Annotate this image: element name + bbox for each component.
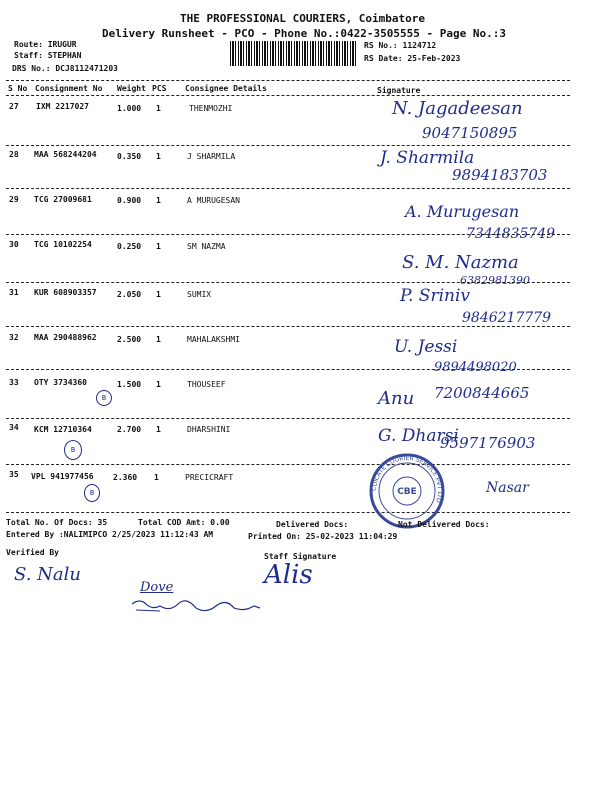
divider [6, 95, 570, 96]
signature-phone: 6382981390 [460, 274, 530, 287]
staff-signature-label: Staff Signature [264, 552, 337, 561]
stamp-icon [368, 452, 446, 530]
row-sno: 33 [9, 378, 19, 387]
printed-on: Printed On: 25-02-2023 11:04:29 [248, 532, 398, 541]
row-consignee: A MURUGESAN [187, 196, 240, 205]
staff-label: Staff: STEPHAN [14, 51, 82, 60]
drs-label: DRS No.: DCJ8112471203 [12, 64, 118, 73]
row-consignment: VPL 941977456 [31, 472, 94, 481]
entered-by: Entered By :NALIMIPCO 2/25/2023 11:12:43 AM [6, 530, 214, 539]
col-consignee: Consignee Details [185, 84, 267, 93]
row-consignment: MAA 568244204 [34, 150, 97, 159]
col-pcs: PCS [152, 84, 167, 93]
row-sno: 28 [9, 150, 19, 159]
row-weight: 0.250 [117, 242, 142, 251]
barcode [230, 41, 358, 66]
row-divider [6, 326, 570, 327]
row-divider [6, 188, 570, 189]
row-weight: 0.900 [117, 196, 142, 205]
rs-no: RS No.: 1124712 [364, 41, 437, 50]
row-pcs: 1 [156, 242, 161, 251]
row-consignee: J SHARMILA [187, 152, 236, 161]
row-mark: B [64, 440, 82, 460]
row-consignee: MAHALAKSHMI [187, 335, 240, 344]
signature-name: U. Jessi [394, 337, 458, 357]
row-weight: 2.050 [117, 290, 142, 299]
col-weight: Weight [117, 84, 146, 93]
row-pcs: 1 [156, 290, 161, 299]
row-consignment: TCG 27009681 [34, 195, 92, 204]
col-consignment: Consignment No [35, 84, 103, 93]
row-divider [6, 512, 570, 513]
signature-name: Nasar [486, 480, 529, 496]
col-sno: S No [8, 84, 28, 93]
row-consignee: THENMOZHI [189, 104, 233, 113]
handwritten-scribble [130, 596, 262, 618]
row-weight: 0.350 [117, 152, 142, 161]
signature-phone: 7200844665 [434, 384, 530, 402]
stamp-center: CBE [397, 487, 417, 497]
row-sno: 35 [9, 470, 19, 479]
staff-signature: Alis [264, 560, 313, 590]
signature-phone: 9894183703 [452, 166, 548, 184]
row-pcs: 1 [154, 473, 159, 482]
row-pcs: 1 [156, 104, 161, 113]
row-weight: 1.000 [117, 104, 142, 113]
row-sno: 31 [9, 288, 19, 297]
handwritten-note: Dove [140, 580, 174, 595]
row-consignment: KCM 12710364 [34, 425, 92, 434]
signature-name: G. Dharsi [378, 426, 459, 446]
row-pcs: 1 [156, 196, 161, 205]
row-divider [6, 418, 570, 419]
row-sno: 29 [9, 195, 19, 204]
signature-phone: 7344835749 [466, 226, 556, 242]
signature-name: J. Sharmila [380, 148, 475, 168]
divider [6, 80, 570, 81]
row-pcs: 1 [156, 152, 161, 161]
runsheet-subtitle: Delivery Runsheet - PCO - Phone No.:0422-3505555 - Page No.:3 [102, 27, 506, 40]
col-signature: Signature [377, 86, 421, 95]
row-weight: 2.700 [117, 425, 142, 434]
company-stamp [368, 452, 446, 530]
row-consignee: SM NAZMA [187, 242, 226, 251]
row-divider [6, 234, 570, 235]
signature-phone: 9846217779 [462, 310, 552, 326]
row-consignee: DHARSHINI [187, 425, 231, 434]
row-consignment: IXM 2217027 [36, 102, 89, 111]
row-weight: 1.500 [117, 380, 142, 389]
row-consignee: THOUSEEF [187, 380, 226, 389]
route-label: Route: IRUGUR [14, 40, 77, 49]
row-mark: B [84, 484, 100, 502]
row-divider [6, 369, 570, 370]
row-pcs: 1 [156, 380, 161, 389]
row-sno: 32 [9, 333, 19, 342]
not-delivered-docs: Not Delivered Docs: [398, 520, 490, 529]
row-consignment: KUR 608903357 [34, 288, 97, 297]
signature-name: N. Jagadeesan [392, 98, 523, 119]
stamp-ring-text: CDICATE COURIER SERVICE PVT LTD [370, 454, 444, 504]
row-divider [6, 282, 570, 283]
row-divider [6, 145, 570, 146]
row-consignee: PRECICRAFT [185, 473, 234, 482]
row-consignment: MAA 290488962 [34, 333, 97, 342]
signature-phone: 9047150895 [422, 124, 518, 142]
verified-by-label: Verified By [6, 548, 59, 557]
row-consignment: TCG 10102254 [34, 240, 92, 249]
signature-phone: 9597176903 [440, 434, 536, 452]
row-sno: 34 [9, 423, 19, 432]
total-docs: Total No. Of Docs: 35 [6, 518, 108, 527]
row-sno: 30 [9, 240, 19, 249]
row-mark: B [96, 390, 112, 406]
row-consignee: SUMIX [187, 290, 212, 299]
signature-name: A. Murugesan [405, 202, 520, 221]
cod-amount: Total COD Amt: 0.00 [138, 518, 230, 527]
signature-name: S. M. Nazma [402, 252, 519, 273]
rs-date: RS Date: 25-Feb-2023 [364, 54, 461, 63]
row-pcs: 1 [156, 425, 161, 434]
signature-phone: 9894498020 [434, 360, 517, 375]
row-weight: 2.500 [117, 335, 142, 344]
row-pcs: 1 [156, 335, 161, 344]
delivered-docs: Delivered Docs: [276, 520, 349, 529]
signature-name: Anu [378, 388, 415, 409]
verified-signature: S. Nalu [14, 564, 81, 585]
row-weight: 2.360 [113, 473, 138, 482]
signature-name: P. Sriniv [400, 286, 471, 306]
company-title: THE PROFESSIONAL COURIERS, Coimbatore [180, 12, 426, 25]
row-divider [6, 464, 570, 465]
row-consignment: OTY 3734360 [34, 378, 87, 387]
row-sno: 27 [9, 102, 19, 111]
